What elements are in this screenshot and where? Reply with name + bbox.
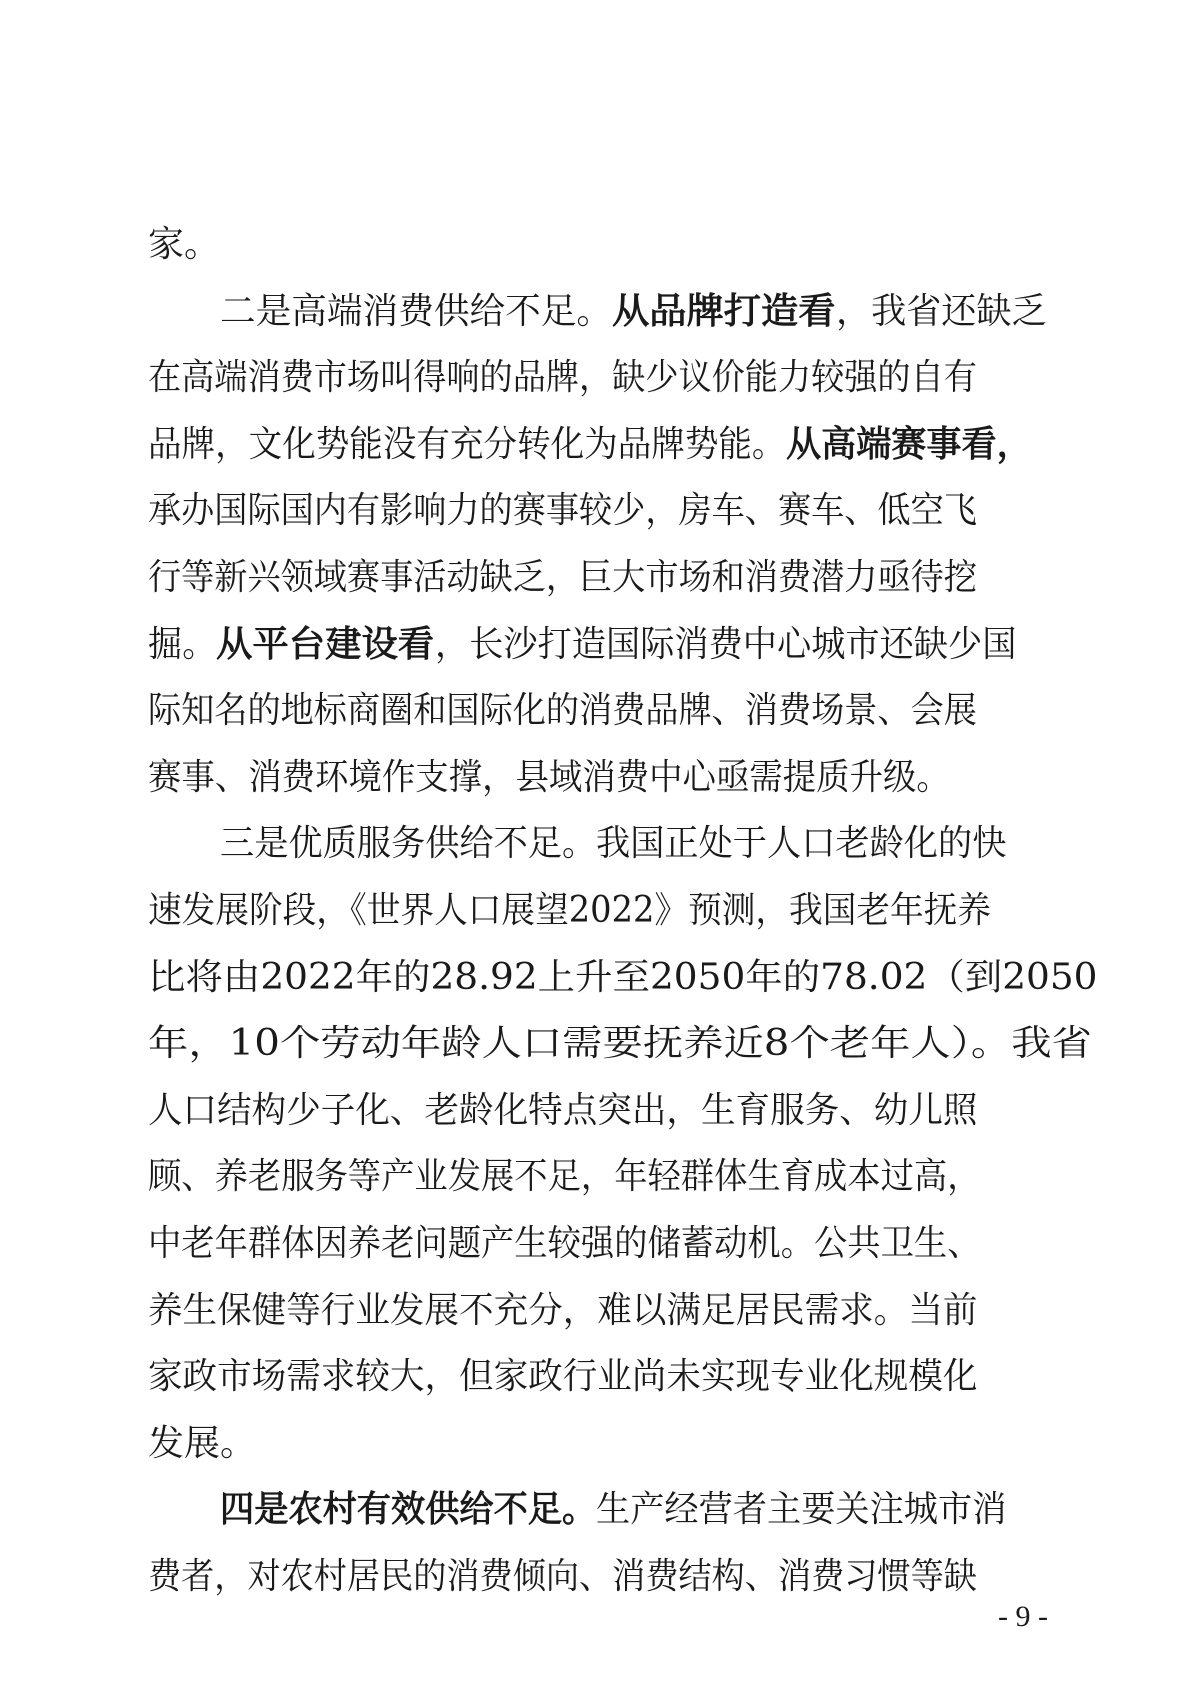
text-line: [148, 945, 1098, 1012]
text-run: 二是高端消费供给不足。: [220, 290, 613, 332]
text-line: [148, 1078, 1048, 1145]
text-run: 中老年群体因养老问题产生较强的储蓄动机。公共卫生、: [148, 1222, 981, 1264]
text-line: [148, 1411, 1048, 1478]
page-number: - 9 -: [998, 1600, 1048, 1633]
body-text: [148, 212, 1098, 1610]
text-line: [148, 478, 1048, 545]
text-line: [148, 612, 1048, 679]
text-run: 年，10个劳动年龄人口需要抚养近8个老年人）。我省: [148, 1023, 1092, 1065]
bold-phrase: 从高端赛事看，: [785, 423, 1032, 465]
text-run: 赛事、消费环境作支撑，县域消费中心亟需提质升级。: [148, 756, 950, 798]
text-line: [148, 1344, 1048, 1411]
text-run: 费者，对农村居民的消费倾向、消费结构、消费习惯等缺: [148, 1555, 977, 1597]
bold-phrase: 从品牌打造看: [612, 290, 836, 332]
text-run: 掘。: [148, 623, 217, 665]
text-run: 比将由2022年的28.92上升至2050年的78.02（到2050: [148, 956, 1098, 998]
text-line: [148, 1278, 1048, 1345]
text-run: 际知名的地标商圈和国际化的消费品牌、消费场景、会展: [148, 690, 977, 732]
text-line: [148, 212, 1048, 279]
text-line: [148, 345, 1048, 412]
text-run: 承办国际国内有影响力的赛事较少，房车、赛车、低空飞: [148, 490, 977, 532]
text-line: [148, 1011, 1092, 1078]
text-line: [148, 279, 1048, 346]
text-line: [148, 1211, 1048, 1278]
text-line: [148, 878, 1048, 945]
text-run: 生产经营者主要关注城市消: [596, 1489, 1007, 1531]
text-line: [148, 1477, 1048, 1544]
text-run: ，我省还缺乏: [835, 290, 1047, 332]
text-run: 家政市场需求较大，但家政行业尚未实现专业化规模化: [148, 1356, 978, 1398]
text-line: [148, 678, 1048, 745]
text-run: 人口结构少子化、老龄化特点突出，生育服务、幼儿照: [148, 1089, 978, 1131]
text-run: ，长沙打造国际消费中心城市还缺少国: [434, 623, 1017, 665]
text-run: 发展。: [148, 1422, 257, 1464]
text-line: [148, 1544, 1048, 1611]
text-line: [148, 545, 1048, 612]
text-line: [148, 412, 1048, 479]
text-line: [148, 811, 1048, 878]
text-run: 养生保健等行业发展不充分，难以满足居民需求。当前: [148, 1289, 978, 1331]
text-run: 顾、养老服务等产业发展不足，年轻群体生育成本过高，: [148, 1156, 981, 1198]
text-run: 在高端消费市场叫得响的品牌，缺少议价能力较强的自有: [148, 357, 977, 399]
text-run: 速发展阶段，《世界人口展望2022》预测，我国老年抚养: [148, 889, 992, 931]
bold-phrase: 从平台建设看: [216, 623, 435, 665]
text-run: 三是优质服务供给不足。: [220, 823, 597, 865]
text-line: [148, 745, 1048, 812]
text-run: 家。: [148, 224, 221, 265]
text-run: 我国正处于人口老龄化的快: [596, 823, 1007, 865]
text-run: 品牌，文化势能没有充分转化为品牌势能。: [148, 423, 786, 465]
text-run: 行等新兴领域赛事活动缺乏，巨大市场和消费潜力亟待挖: [148, 556, 977, 598]
text-line: [148, 1144, 1048, 1211]
bold-phrase: 四是农村有效供给不足。: [220, 1489, 597, 1531]
